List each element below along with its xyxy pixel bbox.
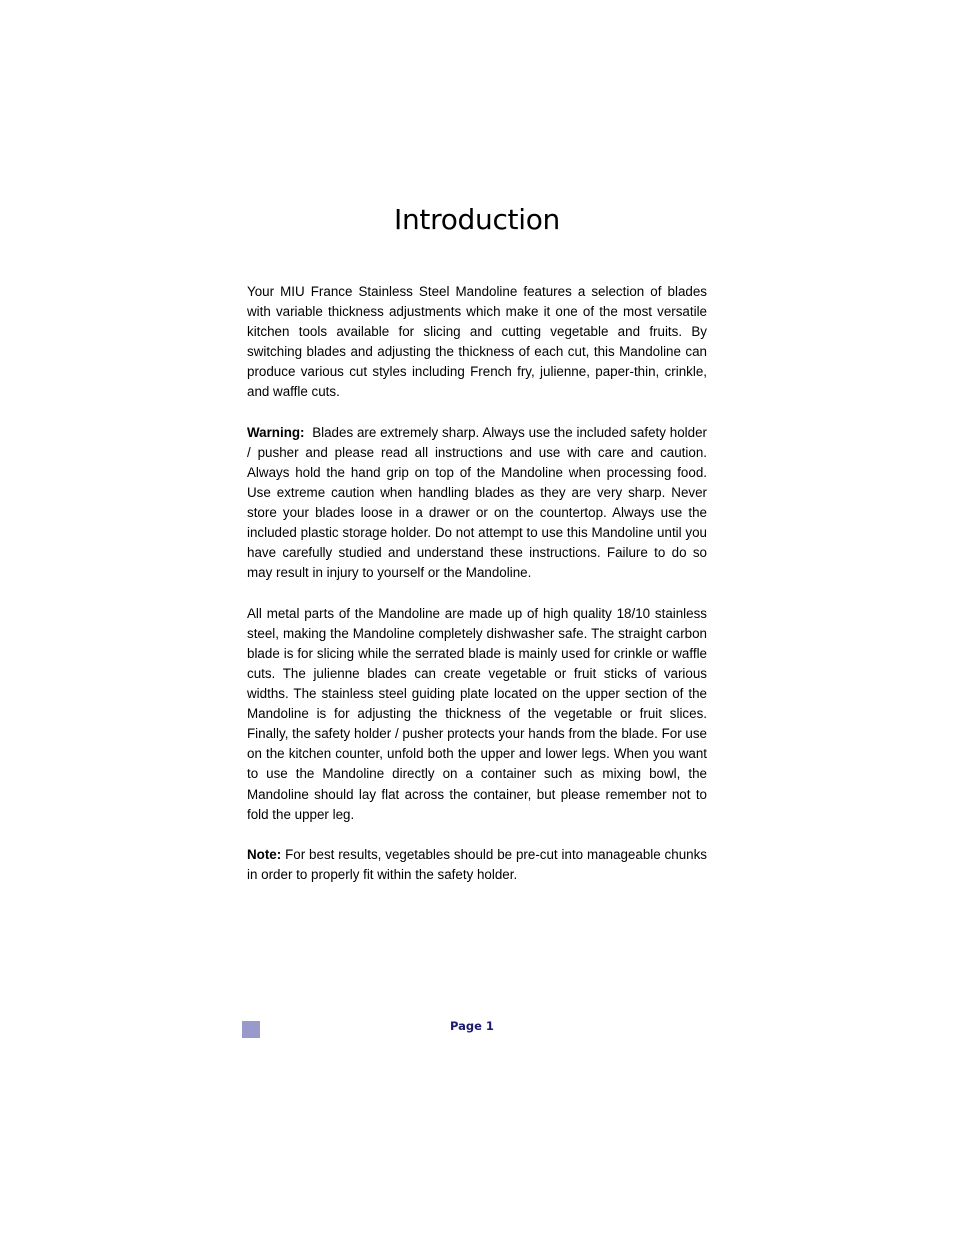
body-text <box>247 282 707 905</box>
note-paragraph <box>247 845 707 885</box>
note-text: For best results, vegetables should be pre-cut into manageable chunks in order to properly fit within the safety holder. <box>247 846 707 882</box>
warning-paragraph <box>247 423 707 584</box>
warning-text: Blades are extremely sharp. Always use the included safety holder / pusher and please read all instructions and use with care and caution. Always hold the hand grip on top of the Mandoline when processing food. Use extreme caution when handling blades as they are very sharp. Never store your blades loose in a drawer or on the countertop. Always use the included plastic storage holder. Do not attempt to use this Mandoline until you have carefully studied and understand these instructions. Failure to do so may result in injury to yourself or the Mandoline. <box>247 424 707 581</box>
page-title: Introduction <box>394 203 560 236</box>
footer-square-decoration <box>242 1021 260 1038</box>
page-number: Page 1 <box>450 1019 494 1033</box>
warning-label: Warning: <box>247 424 305 440</box>
intro-paragraph: Your MIU France Stainless Steel Mandoline features a selection of blades with variable thickness adjustments which make it one of the most versatile kitchen tools available for slicing and cutting vegetable and fruits. By switching blades and adjusting the thickness of each cut, this Mandoline can produce various cut styles including French fry, julienne, paper-thin, crinkle, and waffle cuts. <box>247 284 707 400</box>
metal-parts-paragraph: All metal parts of the Mandoline are made up of high quality 18/10 stainless steel, making the Mandoline completely dishwasher safe. The straight carbon blade is for slicing while the serrated blade is mainly used for crinkle or waffle cuts. The julienne blades can create vegetable or fruit sticks of various widths. The stainless steel guiding plate located on the upper section of the Mandoline is for adjusting the thickness of the vegetable or fruit slices. Finally, the safety holder / pusher protects your hands from the blade. For use on the kitchen counter, unfold both the upper and lower legs. When you want to use the Mandoline directly on a container such as mixing bowl, the Mandoline should lay flat across the container, but please remember not to fold the upper leg. <box>247 605 707 822</box>
note-label: Note: <box>247 846 282 862</box>
